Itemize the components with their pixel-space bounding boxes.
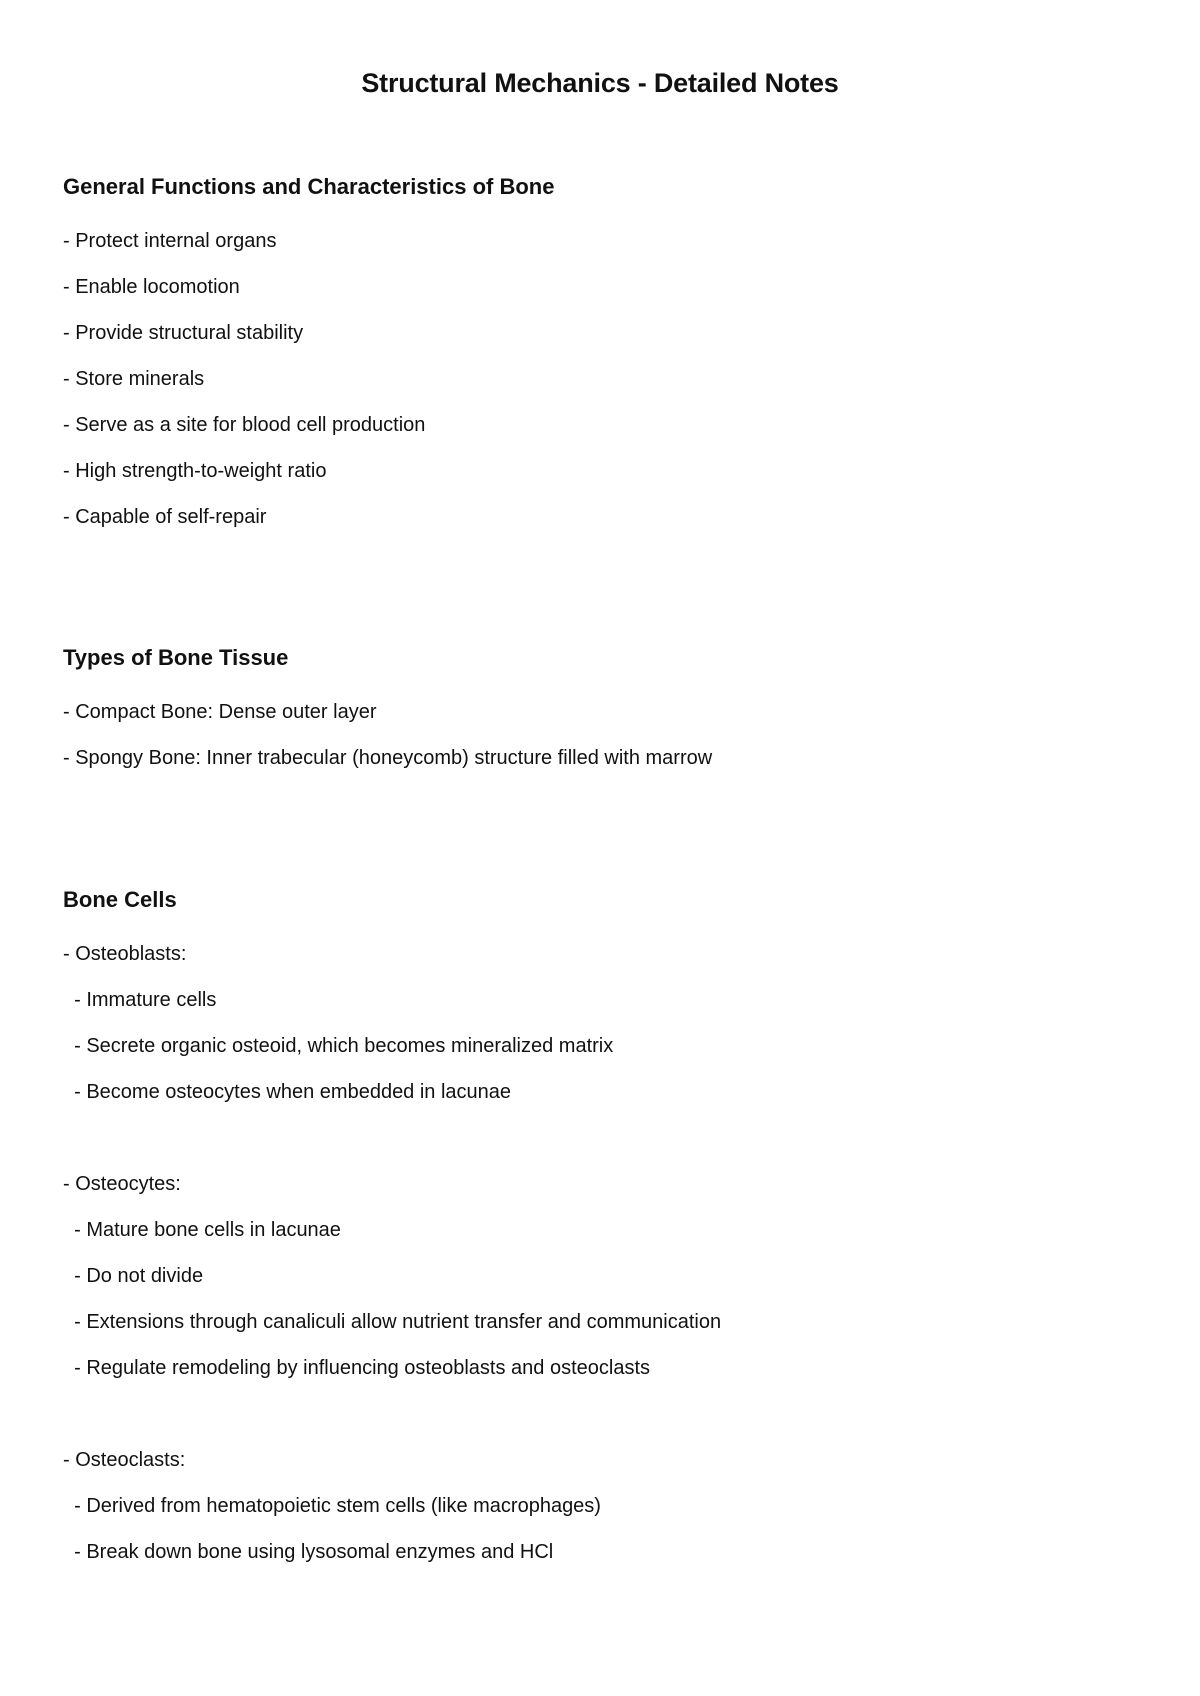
list-item: - Osteoclasts: (63, 1449, 186, 1471)
list-item: - Secrete organic osteoid, which becomes mineralized matrix (63, 1035, 614, 1057)
list-item: - Provide structural stability (63, 322, 304, 344)
list-item: - Osteoblasts: (63, 943, 187, 965)
list-item: - Become osteocytes when embedded in lacunae (63, 1081, 512, 1103)
section-heading-bone-cells: Bone Cells (63, 887, 177, 912)
section-heading-general-functions: General Functions and Characteristics of Bone (63, 174, 555, 199)
list-item: - Protect internal organs (63, 230, 277, 252)
list-item: - High strength-to-weight ratio (63, 460, 327, 482)
list-item: - Enable locomotion (63, 276, 240, 298)
list-item: - Spongy Bone: Inner trabecular (honeycomb) structure filled with marrow (63, 747, 713, 769)
document-title: Structural Mechanics - Detailed Notes (361, 68, 839, 98)
list-item: - Capable of self-repair (63, 506, 267, 528)
list-item: - Break down bone using lysosomal enzymes and HCl (63, 1541, 554, 1563)
list-item: - Derived from hematopoietic stem cells (like macrophages) (63, 1495, 601, 1517)
list-item: - Serve as a site for blood cell production (63, 414, 426, 436)
list-item: - Regulate remodeling by influencing osteoblasts and osteoclasts (63, 1357, 651, 1379)
list-item: - Mature bone cells in lacunae (63, 1219, 341, 1241)
list-item: - Extensions through canaliculi allow nutrient transfer and communication (63, 1311, 722, 1333)
list-item: - Osteocytes: (63, 1173, 181, 1195)
list-item: - Compact Bone: Dense outer layer (63, 701, 377, 723)
list-item: - Immature cells (63, 989, 217, 1011)
list-item: - Do not divide (63, 1265, 204, 1287)
section-heading-bone-tissue: Types of Bone Tissue (63, 645, 289, 670)
list-item: - Store minerals (63, 368, 205, 390)
